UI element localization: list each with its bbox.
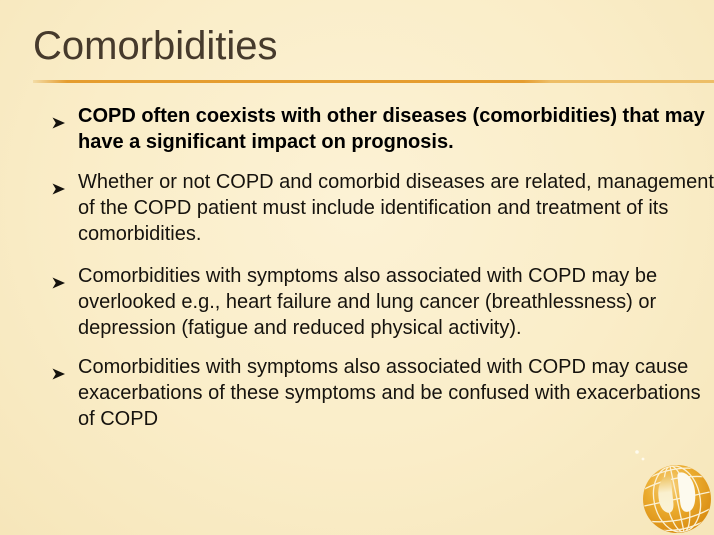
bullet-item	[52, 169, 714, 247]
slide-title: Comorbidities	[33, 24, 278, 68]
bullet-line: Comorbidities with symptoms also associated with COPD may cause	[78, 356, 689, 378]
bullet-line: have a significant impact on prognosis.	[78, 131, 454, 153]
bullet-item	[52, 103, 705, 155]
bullet-line: Whether or not COPD and comorbid diseases are related, management	[78, 171, 714, 193]
gold-globe-lungs-logo	[630, 448, 714, 535]
bullet-line: of the COPD patient must include identification and treatment of its	[78, 197, 669, 219]
bullet-line: Comorbidities with symptoms also associated with COPD may be	[78, 265, 658, 287]
bullet-line: overlooked e.g., heart failure and lung cancer (breathlessness) or	[78, 291, 657, 313]
bullet-line: comorbidities.	[78, 223, 202, 245]
bullet-line: exacerbations of these symptoms and be confused with exacerbations	[78, 382, 701, 404]
title-divider-line	[33, 80, 714, 83]
bullet-arrow-icon	[52, 361, 66, 373]
bullet-line: depression (fatigue and reduced physical activity).	[78, 317, 522, 339]
sparkle-icon	[642, 458, 645, 461]
bullet-line: COPD often coexists with other diseases (comorbidities) that may	[78, 105, 705, 127]
bullet-line: of COPD	[78, 408, 159, 430]
bullet-arrow-icon	[52, 110, 66, 122]
bullet-arrow-icon	[52, 270, 66, 282]
bullet-arrow-icon	[52, 176, 66, 188]
bullet-item	[52, 354, 701, 432]
sparkle-icon	[635, 450, 639, 454]
bullet-list	[52, 103, 714, 432]
bullet-item	[52, 263, 690, 341]
